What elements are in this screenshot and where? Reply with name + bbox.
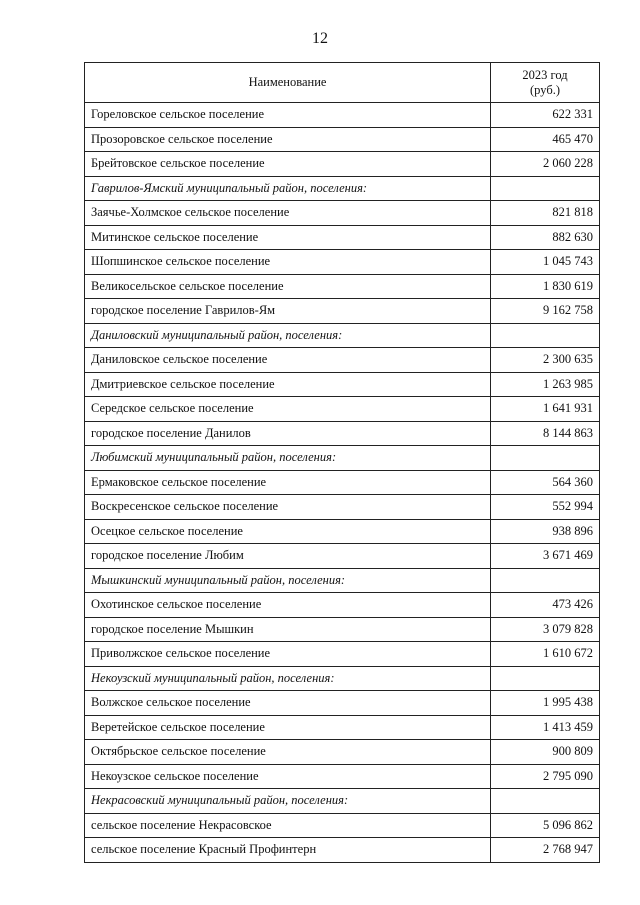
- amount-cell: 1 995 438: [491, 691, 600, 716]
- settlement-name-cell: сельское поселение Некрасовское: [85, 813, 491, 838]
- amount-cell: 1 045 743: [491, 250, 600, 275]
- table-row: [85, 617, 600, 642]
- column-header-name: Наименование: [85, 63, 491, 103]
- settlement-name-cell: Заячье-Холмское сельское поселение: [85, 201, 491, 226]
- amount-cell: 552 994: [491, 495, 600, 520]
- amount-cell: 900 809: [491, 740, 600, 765]
- amount-cell: [491, 323, 600, 348]
- amount-cell: [491, 666, 600, 691]
- settlement-name-cell: Охотинское сельское поселение: [85, 593, 491, 618]
- table-row: [85, 715, 600, 740]
- table-row: [85, 593, 600, 618]
- settlement-name-cell: Приволжское сельское поселение: [85, 642, 491, 667]
- group-name-cell: Некрасовский муниципальный район, поселения:: [85, 789, 491, 814]
- table-row: [85, 691, 600, 716]
- group-name-cell: Гаврилов-Ямский муниципальный район, поселения:: [85, 176, 491, 201]
- group-header-row: [85, 568, 600, 593]
- table-row: [85, 421, 600, 446]
- settlement-name-cell: городское поселение Гаврилов-Ям: [85, 299, 491, 324]
- amount-cell: [491, 176, 600, 201]
- settlement-name-cell: Октябрьское сельское поселение: [85, 740, 491, 765]
- settlement-name-cell: Веретейское сельское поселение: [85, 715, 491, 740]
- settlement-name-cell: Гореловское сельское поселение: [85, 103, 491, 128]
- settlement-name-cell: Брейтовское сельское поселение: [85, 152, 491, 177]
- settlement-name-cell: Даниловское сельское поселение: [85, 348, 491, 373]
- group-name-cell: Любимский муниципальный район, поселения:: [85, 446, 491, 471]
- amount-cell: 8 144 863: [491, 421, 600, 446]
- group-header-row: [85, 176, 600, 201]
- group-name-cell: Даниловский муниципальный район, поселения:: [85, 323, 491, 348]
- table-row: [85, 470, 600, 495]
- group-header-row: [85, 666, 600, 691]
- amount-cell: [491, 789, 600, 814]
- settlement-name-cell: городское поселение Мышкин: [85, 617, 491, 642]
- settlement-name-cell: сельское поселение Красный Профинтерн: [85, 838, 491, 863]
- settlement-name-cell: Великосельское сельское поселение: [85, 274, 491, 299]
- table-row: [85, 544, 600, 569]
- table-header: [85, 63, 600, 103]
- table-row: [85, 642, 600, 667]
- group-header-row: [85, 789, 600, 814]
- table-row: [85, 397, 600, 422]
- group-name-cell: Мышкинский муниципальный район, поселения:: [85, 568, 491, 593]
- table-row: [85, 127, 600, 152]
- amount-cell: 1 413 459: [491, 715, 600, 740]
- table-body: [85, 103, 600, 863]
- settlement-name-cell: городское поселение Данилов: [85, 421, 491, 446]
- amount-cell: 473 426: [491, 593, 600, 618]
- amount-cell: 465 470: [491, 127, 600, 152]
- settlement-name-cell: Прозоровское сельское поселение: [85, 127, 491, 152]
- amount-cell: 564 360: [491, 470, 600, 495]
- settlement-name-cell: Ермаковское сельское поселение: [85, 470, 491, 495]
- table-row: [85, 813, 600, 838]
- table-row: [85, 495, 600, 520]
- settlement-name-cell: Митинское сельское поселение: [85, 225, 491, 250]
- amount-cell: 1 610 672: [491, 642, 600, 667]
- amount-cell: 3 079 828: [491, 617, 600, 642]
- amount-cell: 5 096 862: [491, 813, 600, 838]
- table-row: [85, 274, 600, 299]
- budget-table: [84, 62, 600, 863]
- settlement-name-cell: Середское сельское поселение: [85, 397, 491, 422]
- table-row: [85, 838, 600, 863]
- settlement-name-cell: Некоузское сельское поселение: [85, 764, 491, 789]
- amount-cell: 821 818: [491, 201, 600, 226]
- settlement-name-cell: городское поселение Любим: [85, 544, 491, 569]
- table-row: [85, 152, 600, 177]
- group-header-row: [85, 323, 600, 348]
- amount-cell: 2 060 228: [491, 152, 600, 177]
- table-row: [85, 519, 600, 544]
- page-number: 12: [312, 30, 328, 47]
- table-header-row: [85, 63, 600, 103]
- amount-cell: [491, 446, 600, 471]
- group-header-row: [85, 446, 600, 471]
- amount-cell: 1 830 619: [491, 274, 600, 299]
- amount-cell: 3 671 469: [491, 544, 600, 569]
- table-row: [85, 225, 600, 250]
- settlement-name-cell: Шопшинское сельское поселение: [85, 250, 491, 275]
- amount-cell: 2 795 090: [491, 764, 600, 789]
- table-row: [85, 299, 600, 324]
- amount-cell: [491, 568, 600, 593]
- amount-cell: 2 300 635: [491, 348, 600, 373]
- amount-cell: 938 896: [491, 519, 600, 544]
- settlement-name-cell: Волжское сельское поселение: [85, 691, 491, 716]
- table-row: [85, 250, 600, 275]
- table-row: [85, 103, 600, 128]
- amount-cell: 2 768 947: [491, 838, 600, 863]
- amount-cell: 1 263 985: [491, 372, 600, 397]
- settlement-name-cell: Воскресенское сельское поселение: [85, 495, 491, 520]
- amount-cell: 9 162 758: [491, 299, 600, 324]
- group-name-cell: Некоузский муниципальный район, поселения:: [85, 666, 491, 691]
- table-row: [85, 201, 600, 226]
- table-row: [85, 764, 600, 789]
- settlement-name-cell: Дмитриевское сельское поселение: [85, 372, 491, 397]
- table-row: [85, 740, 600, 765]
- column-header-unit: (руб.): [530, 82, 560, 97]
- table-row: [85, 372, 600, 397]
- amount-cell: 882 630: [491, 225, 600, 250]
- column-header-year: 2023 год: [522, 67, 568, 82]
- amount-cell: 1 641 931: [491, 397, 600, 422]
- settlement-name-cell: Осецкое сельское поселение: [85, 519, 491, 544]
- column-header-value: [491, 63, 600, 103]
- amount-cell: 622 331: [491, 103, 600, 128]
- table-row: [85, 348, 600, 373]
